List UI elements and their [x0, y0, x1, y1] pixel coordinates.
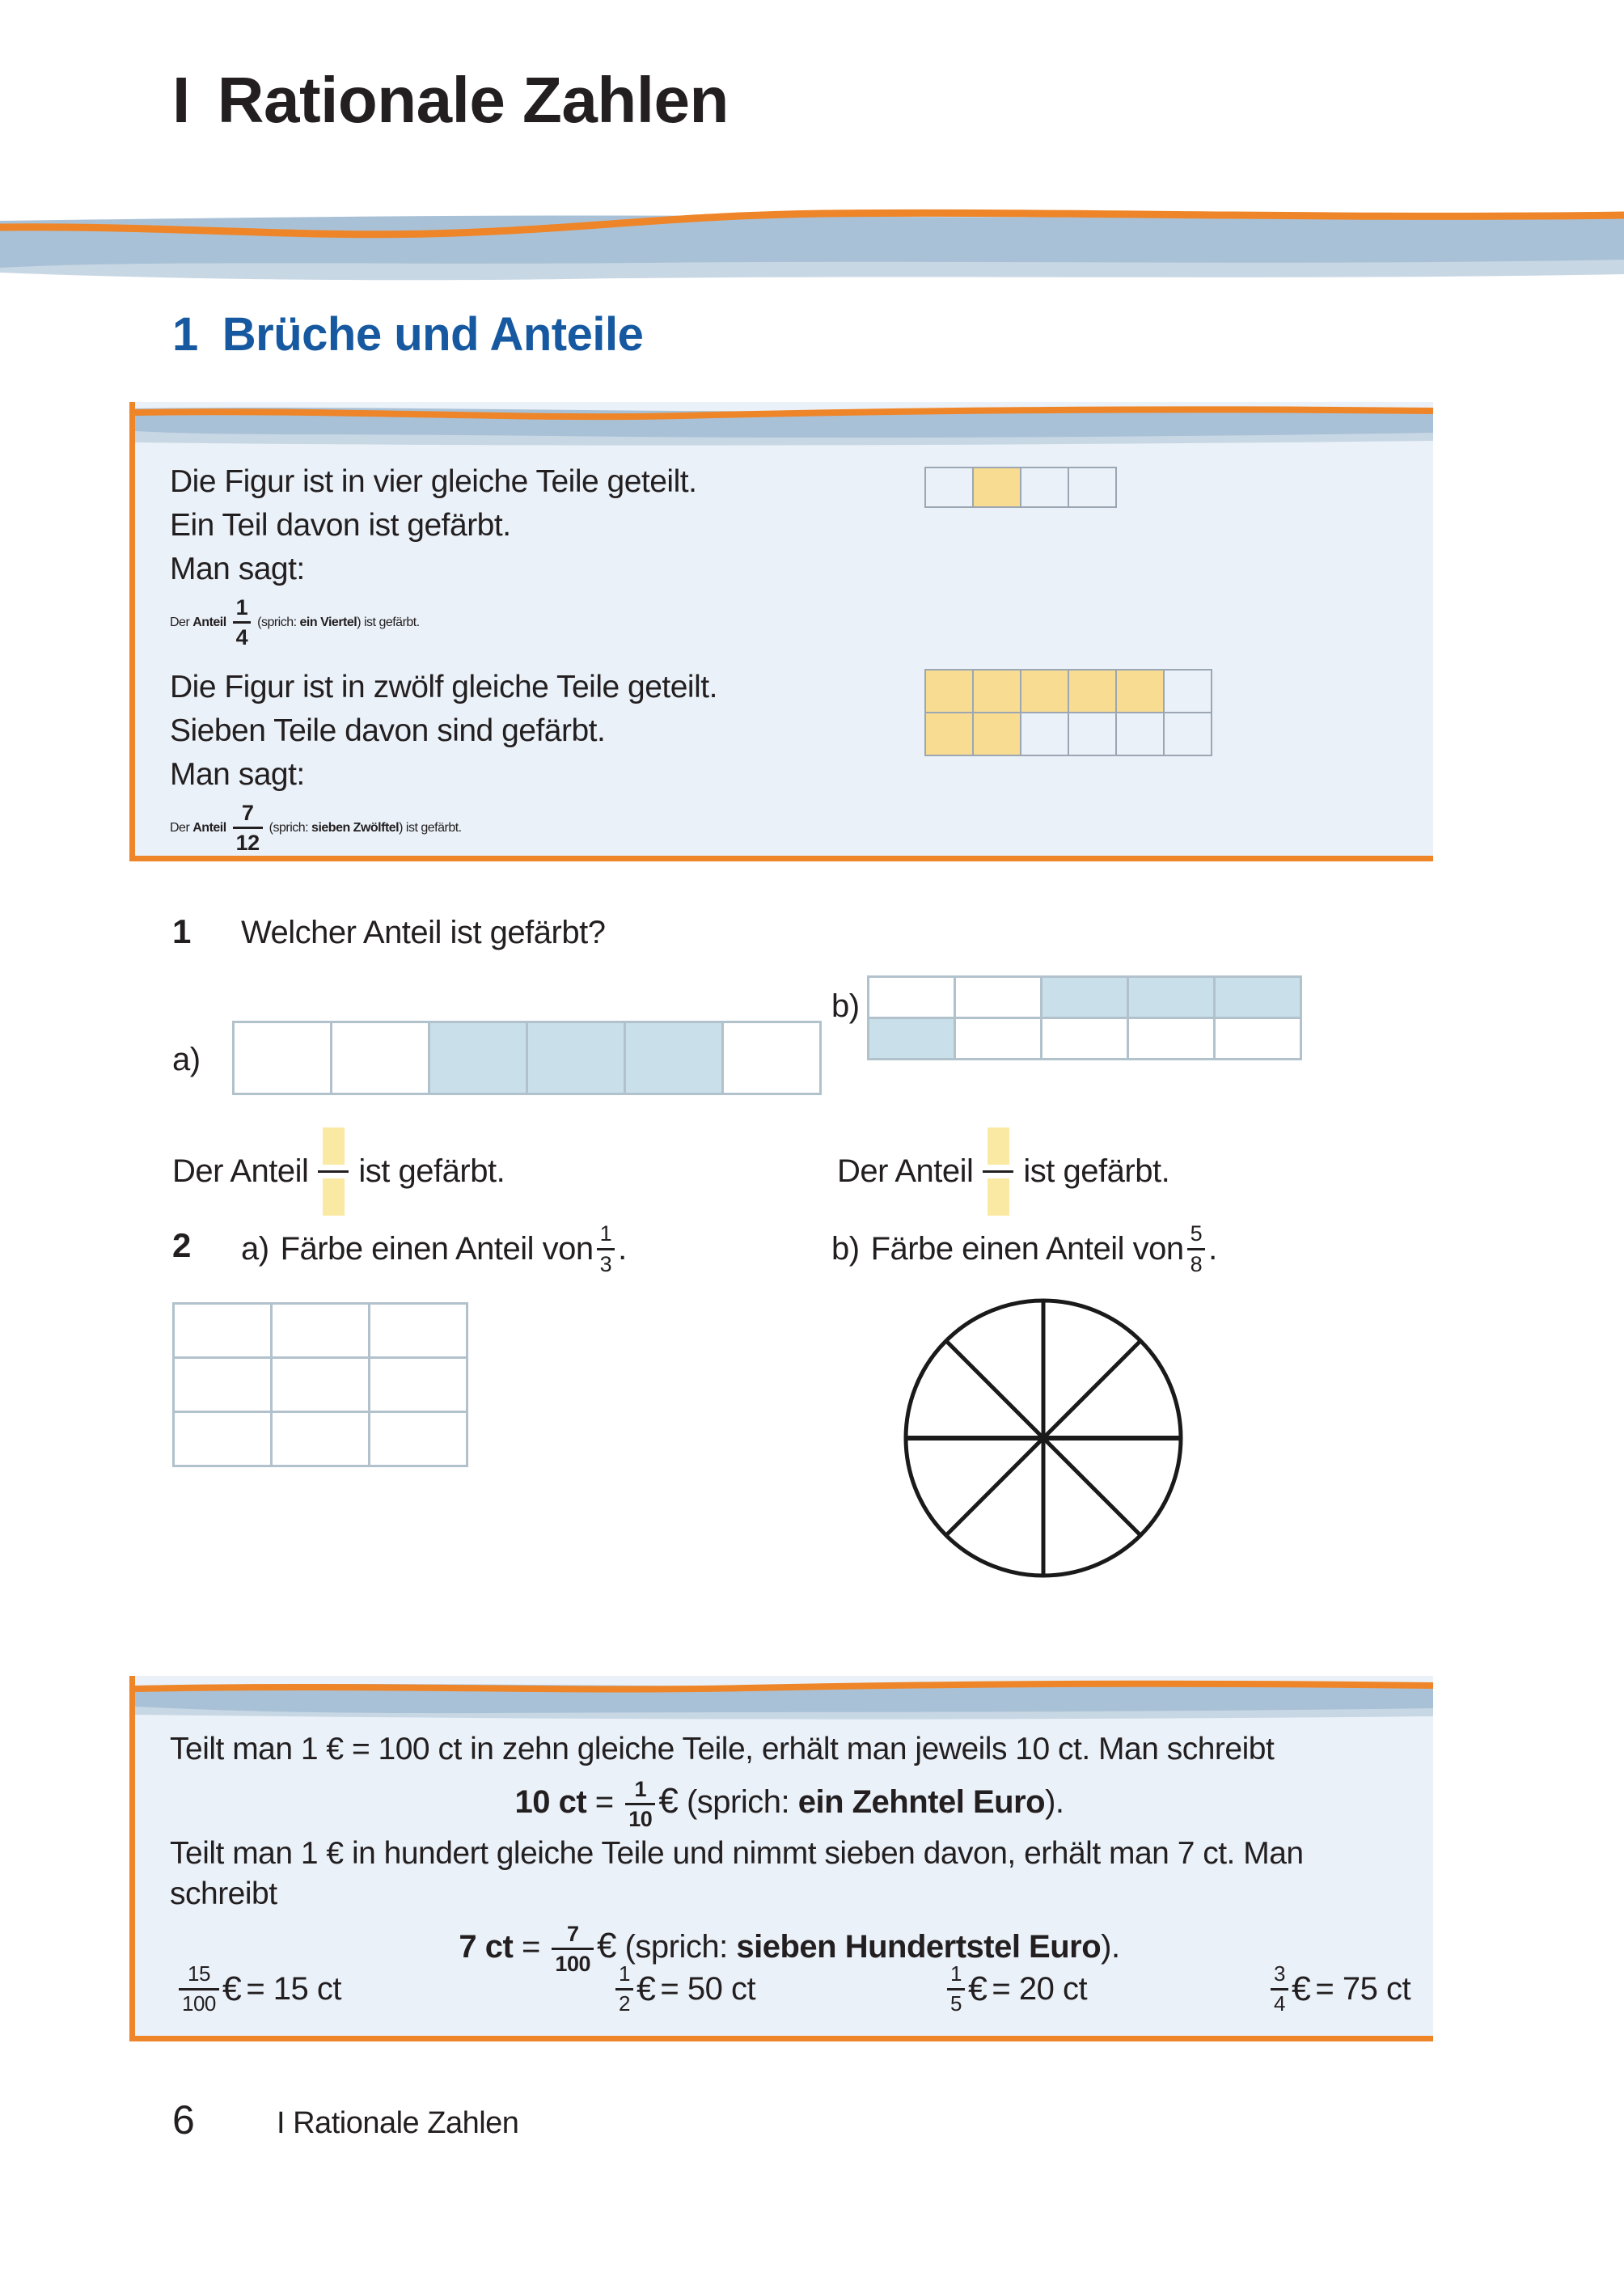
text-segment: Der — [170, 616, 190, 630]
fraction-bar — [552, 1948, 594, 1950]
empty-cell — [724, 1023, 819, 1093]
euro-example — [176, 1957, 341, 2021]
fraction-bar — [233, 827, 263, 829]
text-segment: (sprich: — [624, 1929, 728, 1965]
chapter-title — [172, 63, 729, 137]
spacer — [170, 653, 1409, 666]
empty-cell — [273, 1305, 368, 1356]
numerator: 15 — [187, 1961, 210, 1986]
euro-sign: € — [658, 1781, 679, 1821]
footer-chapter-reference: I Rationale Zahlen — [277, 2106, 519, 2140]
fraction-one-quarter — [233, 596, 252, 649]
filled-cell — [1069, 671, 1115, 712]
figure-twelfths-grid — [924, 669, 1212, 756]
text-line: Die Figur ist in zwölf gleiche Teile geteilt. — [170, 669, 717, 704]
exercise-1b-grid — [867, 975, 1302, 1060]
info-box-2-text — [135, 1676, 1433, 1977]
numerator: 1 — [599, 1221, 612, 1246]
info-box-euro-fractions — [129, 1676, 1433, 2041]
denominator: 2 — [619, 1991, 630, 2016]
empty-cell — [1129, 1019, 1213, 1058]
filled-cell — [1129, 978, 1213, 1017]
text-segment: Der Anteil — [172, 1153, 309, 1189]
text-segment: ist gefärbt. — [1023, 1153, 1170, 1189]
empty-cell — [1165, 713, 1211, 755]
filled-cell — [926, 713, 972, 755]
part-a-label: a) — [172, 1042, 201, 1077]
bold-segment: 10 ct — [514, 1784, 587, 1820]
empty-cell — [370, 1305, 466, 1356]
fraction-bar — [233, 621, 252, 624]
empty-cell — [1021, 468, 1068, 506]
text-segment: ist gefärbt. — [358, 1153, 505, 1189]
denominator: 4 — [1274, 1991, 1285, 2016]
bold-segment: 7 ct — [459, 1929, 514, 1965]
info-box-fractions — [129, 402, 1433, 861]
text-segment: ). — [1101, 1929, 1120, 1965]
section-heading — [172, 307, 643, 362]
empty-cell — [332, 1023, 428, 1093]
denominator: 12 — [235, 831, 260, 856]
empty-cell — [175, 1305, 270, 1356]
text-segment: (sprich: — [686, 1784, 790, 1820]
denominator: 4 — [235, 625, 248, 650]
euro-sign: € — [596, 1926, 616, 1965]
filled-cell — [528, 1023, 624, 1093]
fraction — [615, 1963, 633, 2015]
text-line: Sieben Teile davon sind gefärbt. — [170, 713, 606, 748]
fraction-bar — [179, 1988, 219, 1991]
text-line: Teilt man 1 € in hundert gleiche Teile und nimmt sieben davon, erhält man 7 ct. Man — [170, 1836, 1304, 1871]
text-segment: = 50 ct — [660, 1970, 756, 2007]
chapter-name: Rationale Zahlen — [217, 64, 729, 136]
fraction-one-third — [597, 1222, 615, 1276]
numerator: 7 — [566, 1921, 579, 1946]
info-box-1-text — [135, 402, 1433, 854]
fraction-placeholder — [318, 1127, 349, 1216]
empty-cell — [235, 1023, 330, 1093]
wave-blue-shape — [0, 215, 1624, 268]
euro-example — [1267, 1957, 1410, 2021]
header-wave-band — [0, 205, 1624, 289]
filled-cell — [974, 468, 1020, 506]
filled-cell — [1216, 978, 1300, 1017]
fraction — [179, 1963, 219, 2015]
euro-example — [612, 1957, 755, 2021]
empty-cell — [1069, 468, 1115, 506]
euro-example — [944, 1957, 1087, 2021]
fraction — [1271, 1963, 1288, 2015]
bold-segment: Anteil — [192, 616, 226, 630]
numerator-blank — [323, 1127, 345, 1165]
fraction-placeholder — [983, 1127, 1013, 1216]
empty-cell — [956, 1019, 1040, 1058]
chapter-number: I — [172, 64, 190, 136]
fraction-bar — [625, 1803, 655, 1805]
exercise-1-question: Welcher Anteil ist gefärbt? — [241, 915, 606, 950]
filled-cell — [1021, 671, 1068, 712]
numerator: 1 — [619, 1961, 630, 1986]
empty-cell — [926, 468, 972, 506]
empty-cell — [1069, 713, 1115, 755]
text-segment: Der Anteil — [837, 1153, 974, 1189]
euro-examples-row — [176, 1957, 1409, 2021]
exercise-2b-circle — [899, 1294, 1187, 1582]
text-line: schreibt — [170, 1876, 277, 1911]
euro-sign: € — [967, 1969, 988, 2008]
empty-cell — [1042, 1019, 1127, 1058]
numerator: 1 — [950, 1961, 962, 1986]
filled-cell — [626, 1023, 721, 1093]
empty-cell — [1117, 713, 1163, 755]
numerator: 3 — [1274, 1961, 1285, 1986]
text-segment: . — [1208, 1230, 1217, 1267]
fraction-sentence — [170, 802, 1409, 855]
fraction-one-tenth — [625, 1778, 655, 1831]
numerator: 5 — [1190, 1221, 1203, 1246]
text-line: Man sagt: — [170, 756, 305, 792]
exercise-2a-grid — [172, 1302, 468, 1467]
filled-cell — [1117, 671, 1163, 712]
text-segment: ) ist gefärbt. — [357, 616, 420, 630]
numerator-blank — [988, 1127, 1009, 1165]
text-segment: Färbe einen Anteil von — [870, 1230, 1184, 1267]
part-a-label: a) — [241, 1230, 269, 1267]
empty-cell — [1216, 1019, 1300, 1058]
part-b-label: b) — [831, 1230, 860, 1267]
page-number: 6 — [172, 2097, 195, 2143]
numerator: 1 — [634, 1776, 647, 1801]
text-segment: ) ist gefärbt. — [399, 820, 462, 835]
euro-sign: € — [222, 1969, 242, 2008]
denominator: 100 — [555, 1951, 590, 1976]
formula-one-tenth — [170, 1771, 1409, 1832]
text-line: Man sagt: — [170, 552, 305, 586]
bold-segment: ein Viertel — [299, 616, 357, 630]
text-segment: = 75 ct — [1315, 1970, 1411, 2007]
empty-cell — [869, 978, 954, 1017]
filled-cell — [1042, 978, 1127, 1017]
fraction-bar — [1271, 1988, 1288, 1991]
text-segment: Der — [170, 820, 190, 835]
empty-cell — [175, 1359, 270, 1411]
fraction-bar — [947, 1988, 965, 1991]
text-segment: = 15 ct — [246, 1970, 342, 2007]
filled-cell — [926, 671, 972, 712]
text-line: Teilt man 1 € = 100 ct in zehn gleiche Teile, erhält man jeweils 10 ct. Man schreibt — [170, 1732, 1275, 1766]
fraction-bar — [597, 1248, 615, 1250]
denominator: 10 — [628, 1806, 653, 1831]
fraction-seven-twelfths — [233, 802, 263, 855]
euro-sign: € — [636, 1969, 656, 2008]
bold-segment: Anteil — [192, 820, 226, 835]
numerator: 1 — [235, 595, 248, 620]
exercise-2b-prompt — [831, 1210, 1217, 1288]
empty-cell — [370, 1413, 466, 1465]
empty-cell — [1165, 671, 1211, 712]
fraction-bar — [983, 1170, 1013, 1173]
text-segment: = 20 ct — [992, 1970, 1088, 2007]
exercise-1-number: 1 — [172, 912, 191, 950]
text-line: Die Figur ist in vier gleiche Teile geteilt. — [170, 464, 697, 499]
denominator: 100 — [182, 1991, 216, 2016]
fraction — [947, 1963, 965, 2015]
exercise-2a-prompt — [241, 1210, 627, 1288]
filled-cell — [974, 671, 1020, 712]
empty-cell — [273, 1359, 368, 1411]
text-segment: = — [594, 1784, 614, 1820]
empty-cell — [175, 1413, 270, 1465]
part-b-label: b) — [831, 988, 860, 1024]
text-segment: = — [521, 1929, 540, 1965]
bold-segment: sieben Zwölftel — [311, 820, 400, 835]
fraction-bar — [1187, 1248, 1206, 1250]
filled-cell — [974, 713, 1020, 755]
text-line: Ein Teil davon ist gefärbt. — [170, 508, 511, 543]
numerator: 7 — [241, 800, 254, 825]
euro-sign: € — [1291, 1969, 1311, 2008]
text-segment: . — [618, 1230, 627, 1267]
bold-segment: sieben Hundertstel Euro — [736, 1929, 1102, 1965]
text-segment: Färbe einen Anteil von — [280, 1230, 594, 1267]
bold-segment: ein Zehntel Euro — [797, 1784, 1046, 1820]
fraction-bar — [615, 1988, 633, 1991]
text-segment: (sprich: — [269, 820, 309, 835]
section-name: Brüche und Anteile — [222, 308, 644, 361]
section-number: 1 — [172, 308, 198, 361]
figure-quarter-strip — [924, 467, 1117, 508]
fraction-bar — [318, 1170, 349, 1173]
exercise-2-number: 2 — [172, 1226, 191, 1264]
text-segment: (sprich: — [257, 616, 297, 630]
filled-cell — [869, 1019, 954, 1058]
fraction-five-eighths — [1187, 1222, 1206, 1276]
exercise-1a-strip — [232, 1021, 822, 1095]
empty-cell — [1021, 713, 1068, 755]
denominator: 8 — [1190, 1251, 1203, 1276]
empty-cell — [956, 978, 1040, 1017]
empty-cell — [370, 1359, 466, 1411]
text-segment: ). — [1045, 1784, 1064, 1820]
answer-line-b — [837, 1118, 1169, 1225]
empty-cell — [273, 1413, 368, 1465]
denominator: 3 — [599, 1251, 612, 1276]
fraction-sentence — [170, 596, 1409, 649]
filled-cell — [430, 1023, 526, 1093]
answer-line-a — [172, 1118, 505, 1225]
denominator: 5 — [950, 1991, 962, 2016]
